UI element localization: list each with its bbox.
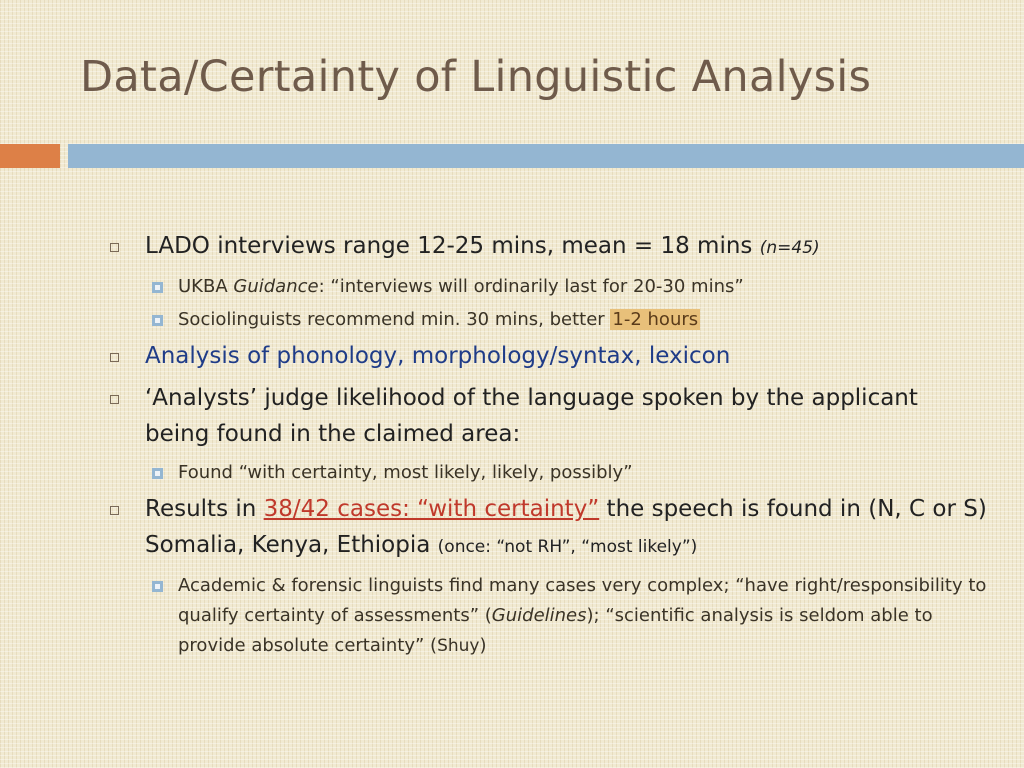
accent-bar-orange <box>0 144 60 168</box>
slide-title: Data/Certainty of Linguistic Analysis <box>80 52 872 102</box>
bullet-list <box>108 228 988 664</box>
hollow-square-bullet-icon <box>110 243 119 252</box>
bullet-item: Results in 38/42 cases: “with certainty” the speech is found in (N, C or S) Somalia, Kenya, Ethiopia (once: “not RH”, “most likely”) <box>108 491 988 565</box>
hollow-square-bullet-icon <box>110 506 119 515</box>
sub-bullet-item: Academic & forensic linguists find many cases very complex; “have right/responsibility to qualify certainty of assessments” (Guidelines); “scientific analysis is seldom able to provide absolute certainty” (Shuy) <box>108 571 988 661</box>
highlighted-text: 1-2 hours <box>612 309 699 330</box>
accent-bar-blue <box>68 144 1024 168</box>
bullet-item: LADO interviews range 12-25 mins, mean = 18 mins (n=45) <box>108 228 988 266</box>
square-bullet-icon <box>152 315 163 326</box>
sub-bullet-item: Found “with certainty, most likely, likely, possibly” <box>108 458 988 488</box>
bullet-item: ‘Analysts’ judge likelihood of the language spoken by the applicant being found in the claimed area: <box>108 380 988 452</box>
sub-bullet-item: Sociolinguists recommend min. 30 mins, better 1-2 hours <box>108 305 988 335</box>
square-bullet-icon <box>152 581 163 592</box>
sub-bullet-item: UKBA Guidance: “interviews will ordinarily last for 20-30 mins” <box>108 272 988 302</box>
bullet-item: Analysis of phonology, morphology/syntax, lexicon <box>108 338 988 374</box>
emphasis-text: 38/42 cases: “with certainty” <box>263 496 600 522</box>
square-bullet-icon <box>152 468 163 479</box>
hollow-square-bullet-icon <box>110 395 119 404</box>
hollow-square-bullet-icon <box>110 353 119 362</box>
square-bullet-icon <box>152 282 163 293</box>
